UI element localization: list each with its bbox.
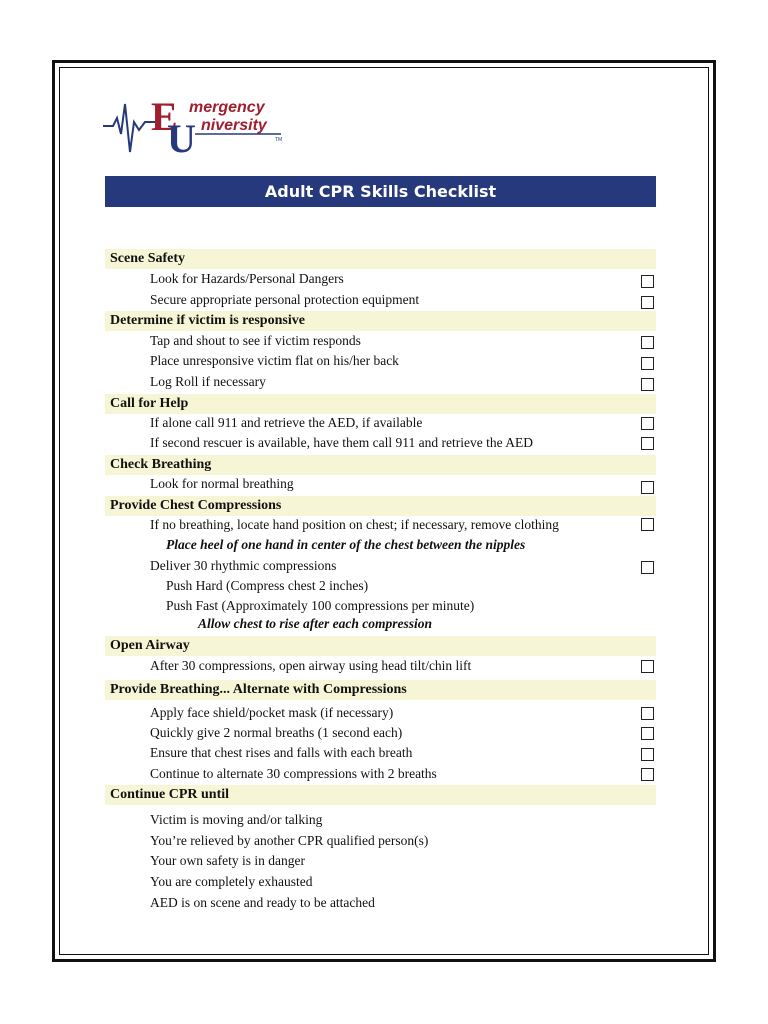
instruction-note: Allow chest to rise after each compression bbox=[198, 616, 432, 631]
checkbox[interactable] bbox=[641, 707, 654, 720]
emergency-university-logo bbox=[103, 92, 293, 156]
sub-item: Push Hard (Compress chest 2 inches) bbox=[166, 578, 369, 593]
checklist-item: Ensure that chest rises and falls with each breath bbox=[150, 745, 413, 760]
checklist-item: Deliver 30 rhythmic compressions bbox=[150, 558, 337, 573]
checkbox[interactable] bbox=[641, 275, 654, 288]
checkbox[interactable] bbox=[641, 417, 654, 430]
section-heading-open-airway: Open Airway bbox=[105, 636, 656, 656]
checklist-item: After 30 compressions, open airway using head tilt/chin lift bbox=[150, 658, 472, 673]
checklist-item: Look for normal breathing bbox=[150, 476, 294, 491]
checkbox[interactable] bbox=[641, 378, 654, 391]
svg-text:E: E bbox=[151, 94, 178, 139]
checkbox[interactable] bbox=[641, 561, 654, 574]
checkbox[interactable] bbox=[641, 727, 654, 740]
section-heading-scene-safety: Scene Safety bbox=[105, 249, 656, 269]
checklist-item: Apply face shield/pocket mask (if necessary) bbox=[150, 705, 394, 720]
checkbox[interactable] bbox=[641, 336, 654, 349]
checkbox[interactable] bbox=[641, 437, 654, 450]
sub-item: Push Fast (Approximately 100 compressions per minute) bbox=[166, 598, 475, 613]
section-heading-call-help: Call for Help bbox=[105, 394, 656, 414]
svg-text:U: U bbox=[167, 116, 196, 156]
section-heading-continue-cpr: Continue CPR until bbox=[105, 785, 656, 805]
logo-text-line2: niversity bbox=[201, 117, 267, 134]
page-title: Adult CPR Skills Checklist bbox=[105, 176, 656, 207]
checkbox[interactable] bbox=[641, 518, 654, 531]
checklist-item: Look for Hazards/Personal Dangers bbox=[150, 271, 344, 286]
list-item: Victim is moving and/or talking bbox=[150, 812, 323, 827]
instruction-note: Place heel of one hand in center of the chest between the nipples bbox=[166, 537, 526, 552]
checklist-item: Place unresponsive victim flat on his/her back bbox=[150, 353, 399, 368]
section-heading-responsive: Determine if victim is responsive bbox=[105, 311, 656, 331]
checklist-item: Log Roll if necessary bbox=[150, 374, 266, 389]
checkbox[interactable] bbox=[641, 481, 654, 494]
checklist-item: If second rescuer is available, have them call 911 and retrieve the AED bbox=[150, 435, 533, 450]
checklist-item: Quickly give 2 normal breaths (1 second each) bbox=[150, 725, 403, 740]
logo-text-line1: mergency bbox=[189, 99, 265, 116]
section-heading-compressions: Provide Chest Compressions bbox=[105, 496, 656, 516]
list-item: AED is on scene and ready to be attached bbox=[150, 895, 375, 910]
checkbox[interactable] bbox=[641, 660, 654, 673]
section-heading-check-breathing: Check Breathing bbox=[105, 455, 656, 475]
checkbox[interactable] bbox=[641, 768, 654, 781]
section-heading-rescue-breathing: Provide Breathing... Alternate with Compressions bbox=[105, 680, 656, 700]
checklist-item: Secure appropriate personal protection equipment bbox=[150, 292, 420, 307]
checkbox[interactable] bbox=[641, 357, 654, 370]
list-item: Your own safety is in danger bbox=[150, 853, 305, 868]
checklist-item: If no breathing, locate hand position on chest; if necessary, remove clothing bbox=[150, 517, 559, 532]
logo-trademark: TM bbox=[275, 137, 283, 143]
checkbox[interactable] bbox=[641, 748, 654, 761]
list-item: You’re relieved by another CPR qualified person(s) bbox=[150, 833, 429, 848]
logo-graphic bbox=[103, 92, 293, 156]
checklist-item: If alone call 911 and retrieve the AED, if available bbox=[150, 415, 423, 430]
list-item: You are completely exhausted bbox=[150, 874, 313, 889]
checklist-item: Continue to alternate 30 compressions with 2 breaths bbox=[150, 766, 437, 781]
checkbox[interactable] bbox=[641, 296, 654, 309]
checklist-item: Tap and shout to see if victim responds bbox=[150, 333, 361, 348]
